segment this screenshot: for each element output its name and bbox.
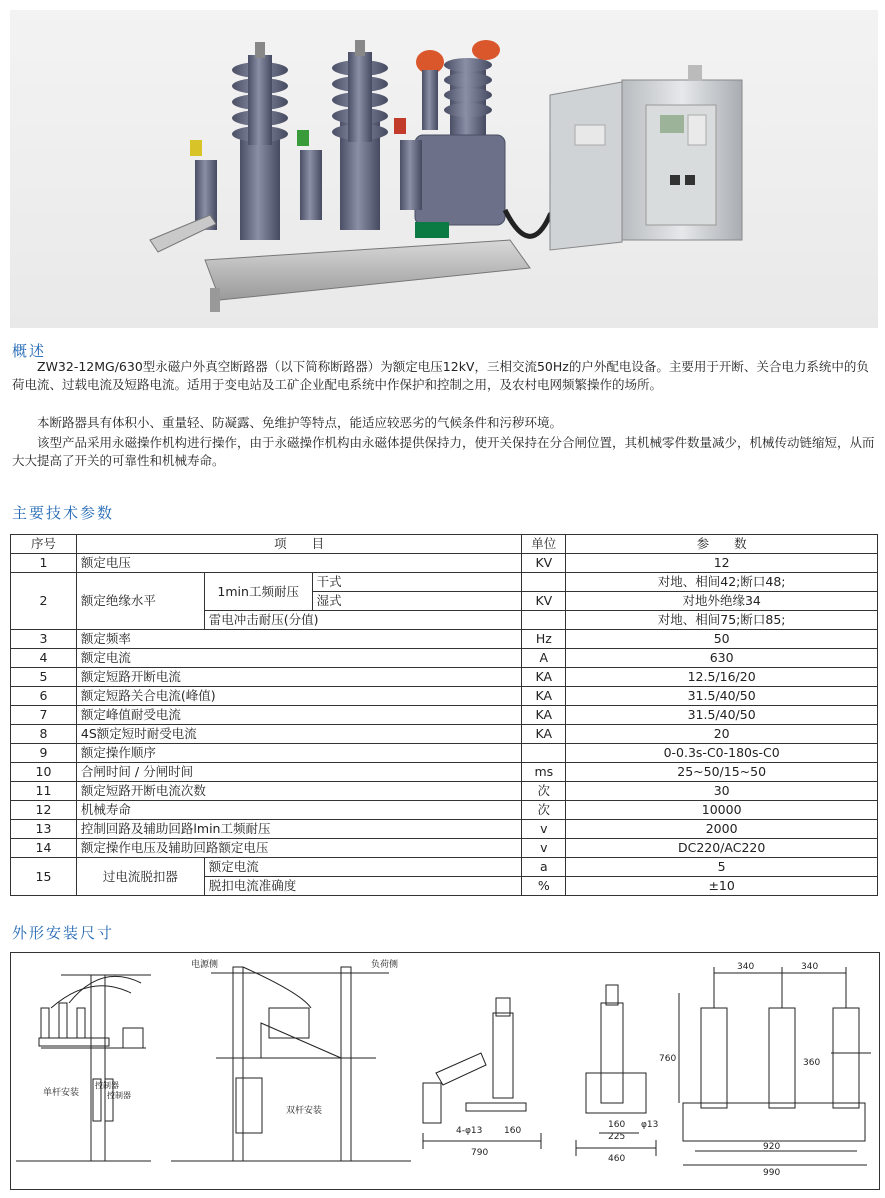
row-item: 额定频率 bbox=[76, 630, 521, 649]
row-no: 12 bbox=[11, 801, 77, 820]
overview-paragraph-1: ZW32-12MG/630型永磁户外真空断路器（以下简称断路器）为额定电压12kV，三相交流50Hz的户外配电设备。主要用于开断、关合电力系统中的负荷电流、过载电流及短路电流。适用于变电站及工矿企业配电系统中作保护和控制之用，及农村电网频繁操作的场所。 bbox=[12, 359, 869, 392]
row-unit: v bbox=[522, 820, 566, 839]
row-value: 630 bbox=[566, 649, 878, 668]
dim-360: 360 bbox=[803, 1058, 821, 1068]
row-unit: KA bbox=[522, 668, 566, 687]
row-subitem: 1min工频耐压 bbox=[204, 573, 312, 611]
controller-label-b: 控制器 bbox=[107, 1091, 131, 1100]
dim-holes: 4-φ13 bbox=[456, 1126, 483, 1136]
breaker-illustration bbox=[10, 10, 878, 328]
dim-790: 790 bbox=[471, 1148, 489, 1158]
row-no: 6 bbox=[11, 687, 77, 706]
row-item: 额定操作电压及辅助回路额定电压 bbox=[76, 839, 521, 858]
row-item: 额定短路关合电流(峰值) bbox=[76, 687, 521, 706]
row-value: 对地、相间42;断口48; bbox=[566, 573, 878, 592]
overview-paragraph-2: 本断路器具有体积小、重量轻、防凝露、免维护等特点，能适应较恶劣的气候条件和污秽环境。 bbox=[37, 415, 563, 430]
row-value: 2000 bbox=[566, 820, 878, 839]
row-item: 机械寿命 bbox=[76, 801, 521, 820]
header-item: 项 目 bbox=[76, 535, 521, 554]
dims-title: 外形安装尺寸 bbox=[12, 924, 115, 942]
row-value: 12 bbox=[566, 554, 878, 573]
table-row bbox=[11, 554, 878, 573]
dim-160: 160 bbox=[504, 1126, 522, 1136]
table-row bbox=[11, 687, 878, 706]
table-row bbox=[11, 744, 878, 763]
source-side-label: 电源侧 bbox=[191, 960, 219, 970]
row-no: 11 bbox=[11, 782, 77, 801]
row-item: 过电流脱扣器 bbox=[76, 858, 204, 896]
row-value: 25~50/15~50 bbox=[566, 763, 878, 782]
row-value: 对地、相间75;断口85; bbox=[566, 611, 878, 630]
dim-160b: 160 bbox=[608, 1120, 626, 1130]
table-row bbox=[11, 649, 878, 668]
row-unit: ms bbox=[522, 763, 566, 782]
row-value: 31.5/40/50 bbox=[566, 687, 878, 706]
row-no: 10 bbox=[11, 763, 77, 782]
row-no: 4 bbox=[11, 649, 77, 668]
row-value: DC220/AC220 bbox=[566, 839, 878, 858]
row-value: 0-0.3s-C0-180s-C0 bbox=[566, 744, 878, 763]
row-unit bbox=[522, 611, 566, 630]
dim-990: 990 bbox=[763, 1168, 781, 1178]
row-unit: 次 bbox=[522, 782, 566, 801]
dim-760: 760 bbox=[659, 1054, 677, 1064]
insulator-column-1 bbox=[232, 42, 288, 240]
dimension-drawings bbox=[10, 952, 880, 1190]
row-unit: KA bbox=[522, 725, 566, 744]
overview-paragraph-3: 该型产品采用永磁操作机构进行操作，由于永磁操作机构由永磁体提供保持力，使开关保持在分合闸位置，其机械零件数量减少，机械传动链缩短，从而大大提高了开关的可靠性和机械寿命。 bbox=[12, 435, 875, 468]
row-value: 50 bbox=[566, 630, 878, 649]
row-unit: KV bbox=[522, 592, 566, 611]
table-row bbox=[11, 782, 878, 801]
dim-340b: 340 bbox=[801, 962, 819, 972]
table-row bbox=[11, 573, 878, 592]
spec-table bbox=[10, 534, 878, 896]
row-item: 4S额定短时耐受电流 bbox=[76, 725, 521, 744]
params-title: 主要技术参数 bbox=[12, 504, 115, 522]
table-row bbox=[11, 630, 878, 649]
row-unit: % bbox=[522, 877, 566, 896]
row-unit bbox=[522, 573, 566, 592]
controller-label-a: 控制器 bbox=[95, 1081, 119, 1090]
row-item: 额定短路开断电流次数 bbox=[76, 782, 521, 801]
row-no: 15 bbox=[11, 858, 77, 896]
row-value: 30 bbox=[566, 782, 878, 801]
row-value: 12.5/16/20 bbox=[566, 668, 878, 687]
row-unit: Hz bbox=[522, 630, 566, 649]
row-unit: a bbox=[522, 858, 566, 877]
row-value: 31.5/40/50 bbox=[566, 706, 878, 725]
table-row bbox=[11, 706, 878, 725]
row-subitem: 脱扣电流准确度 bbox=[204, 877, 522, 896]
double-pole-label: 双杆安装 bbox=[286, 1106, 323, 1116]
header-no: 序号 bbox=[11, 535, 77, 554]
row-subitem: 额定电流 bbox=[204, 858, 522, 877]
row-item: 合闸时间 / 分闸时间 bbox=[76, 763, 521, 782]
row-unit: A bbox=[522, 649, 566, 668]
table-row bbox=[11, 668, 878, 687]
table-header-row bbox=[11, 535, 878, 554]
row-no: 2 bbox=[11, 573, 77, 630]
dim-920: 920 bbox=[763, 1142, 781, 1152]
row-item: 额定峰值耐受电流 bbox=[76, 706, 521, 725]
row-unit: KA bbox=[522, 687, 566, 706]
insulator-column-2 bbox=[332, 40, 388, 230]
header-unit: 单位 bbox=[522, 535, 566, 554]
row-no: 7 bbox=[11, 706, 77, 725]
row-subitem-wet: 湿式 bbox=[312, 592, 522, 611]
dimension-svg bbox=[11, 953, 879, 1189]
row-value: 10000 bbox=[566, 801, 878, 820]
product-photo bbox=[10, 10, 878, 328]
row-unit: v bbox=[522, 839, 566, 858]
row-no: 1 bbox=[11, 554, 77, 573]
row-no: 14 bbox=[11, 839, 77, 858]
row-item: 额定绝缘水平 bbox=[76, 573, 204, 630]
row-no: 13 bbox=[11, 820, 77, 839]
table-row bbox=[11, 801, 878, 820]
table-row bbox=[11, 725, 878, 744]
row-subitem-dry: 干式 bbox=[312, 573, 522, 592]
single-pole-label: 单杆安装 bbox=[43, 1088, 80, 1098]
row-value: 对地外绝缘34 bbox=[566, 592, 878, 611]
row-item: 额定电流 bbox=[76, 649, 521, 668]
row-unit: KA bbox=[522, 706, 566, 725]
table-row bbox=[11, 763, 878, 782]
overview-title: 概述 bbox=[12, 342, 47, 360]
row-item: 额定电压 bbox=[76, 554, 521, 573]
table-row bbox=[11, 820, 878, 839]
row-item: 控制回路及辅助回路lmin工频耐压 bbox=[76, 820, 521, 839]
table-row bbox=[11, 839, 878, 858]
control-box bbox=[550, 65, 742, 250]
row-unit bbox=[522, 744, 566, 763]
row-value: 5 bbox=[566, 858, 878, 877]
row-value: ±10 bbox=[566, 877, 878, 896]
table-row bbox=[11, 858, 878, 877]
row-no: 8 bbox=[11, 725, 77, 744]
dim-phi13: φ13 bbox=[641, 1120, 659, 1130]
dim-460: 460 bbox=[608, 1154, 626, 1164]
row-unit: 次 bbox=[522, 801, 566, 820]
row-unit: KV bbox=[522, 554, 566, 573]
row-no: 9 bbox=[11, 744, 77, 763]
header-value: 参 数 bbox=[566, 535, 878, 554]
row-item: 额定短路开断电流 bbox=[76, 668, 521, 687]
row-value: 20 bbox=[566, 725, 878, 744]
row-no: 5 bbox=[11, 668, 77, 687]
dim-225: 225 bbox=[608, 1132, 626, 1142]
row-item: 额定操作顺序 bbox=[76, 744, 521, 763]
load-side-label: 负荷侧 bbox=[371, 960, 399, 970]
dim-340a: 340 bbox=[737, 962, 755, 972]
row-subitem: 雷电冲击耐压(分值) bbox=[204, 611, 522, 630]
row-no: 3 bbox=[11, 630, 77, 649]
